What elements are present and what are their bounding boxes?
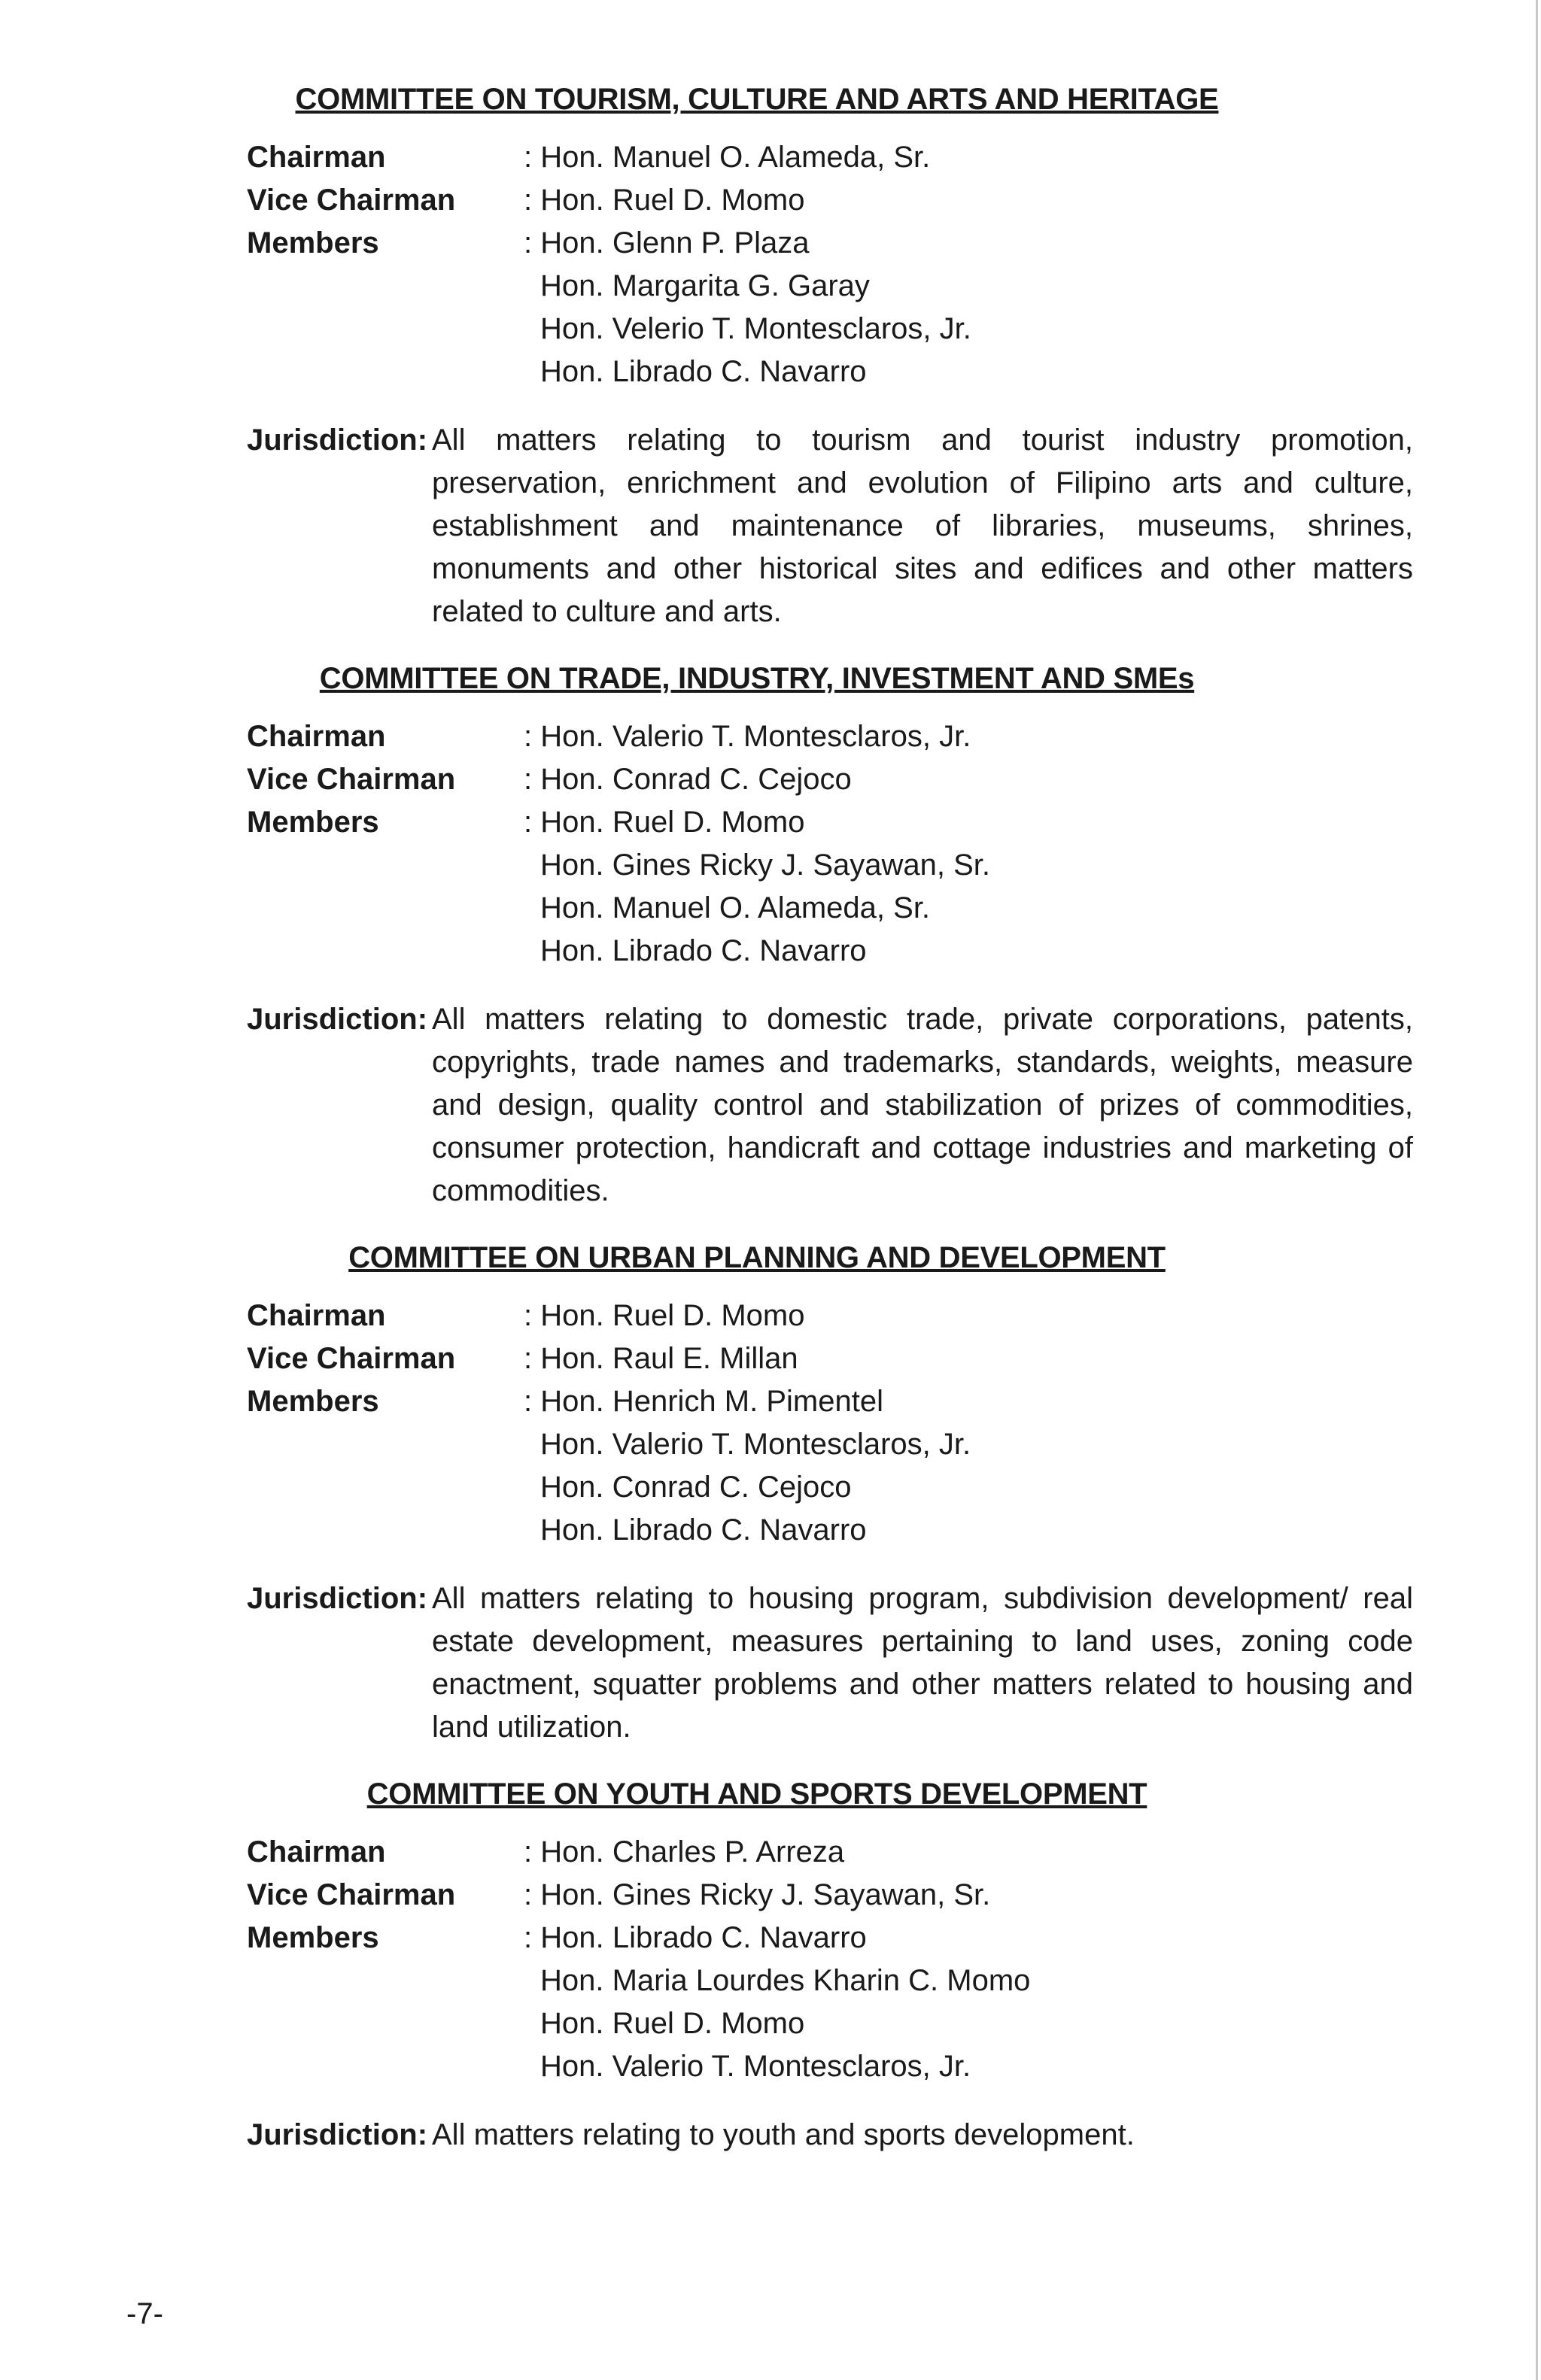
chairman-row bbox=[247, 1831, 1413, 1874]
member-name: Hon. Valerio T. Montesclaros, Jr. bbox=[540, 2050, 971, 2083]
member-name: Hon. Gines Ricky J. Sayawan, Sr. bbox=[540, 848, 991, 882]
jurisdiction-block bbox=[247, 1577, 1413, 1749]
jurisdiction-label: Jurisdiction: bbox=[247, 423, 428, 457]
member-name: : Hon. Ruel D. Momo bbox=[524, 806, 805, 839]
vice-chairman-name: : Hon. Conrad C. Cejoco bbox=[524, 763, 852, 796]
member-name: Hon. Librado C. Navarro bbox=[540, 355, 867, 388]
member-name: Hon. Manuel O. Alameda, Sr. bbox=[540, 891, 931, 924]
chairman-label: Chairman bbox=[247, 1835, 386, 1868]
jurisdiction-text: All matters relating to domestic trade, private corporations, patents, copyrights, trade names and trademarks, standards, weights, measure and design, quality control and stabilization of prizes of commodities, consumer protection, handicraft and cottage industries and marketing of commodities. bbox=[432, 1003, 1413, 1207]
chairman-name: : Hon. Ruel D. Momo bbox=[524, 1299, 805, 1332]
member-name: Hon. Librado C. Navarro bbox=[540, 934, 867, 967]
jurisdiction-label: Jurisdiction: bbox=[247, 1582, 428, 1615]
chairman-name: : Hon. Valerio T. Montesclaros, Jr. bbox=[524, 720, 971, 753]
member-name: Hon. Conrad C. Cejoco bbox=[540, 1471, 852, 1504]
member-name: : Hon. Glenn P. Plaza bbox=[524, 226, 810, 260]
member-name: Hon. Librado C. Navarro bbox=[540, 1513, 867, 1547]
vice-chairman-row bbox=[247, 1337, 1413, 1380]
chairman-label: Chairman bbox=[247, 720, 386, 753]
committee-title: COMMITTEE ON TOURISM, CULTURE AND ARTS AND HERITAGE bbox=[295, 83, 1219, 116]
committee-title: COMMITTEE ON YOUTH AND SPORTS DEVELOPMENT bbox=[366, 1777, 1147, 1811]
chairman-label: Chairman bbox=[247, 141, 386, 174]
vice-chairman-name: : Hon. Gines Ricky J. Sayawan, Sr. bbox=[524, 1878, 991, 1911]
member-name: Hon. Velerio T. Montesclaros, Jr. bbox=[540, 312, 971, 345]
chairman-row bbox=[247, 136, 1413, 179]
chairman-row bbox=[247, 715, 1413, 758]
vice-chairman-name: : Hon. Raul E. Millan bbox=[524, 1342, 798, 1375]
members-row bbox=[247, 1380, 1413, 1552]
chairman-label: Chairman bbox=[247, 1299, 386, 1332]
jurisdiction-text: All matters relating to tourism and tourist industry promotion, preservation, enrichment and evolution of Filipino arts and culture, establishment and maintenance of libraries, museums, shrines, monuments and other historical sites and edifices and other matters related to culture and arts. bbox=[432, 423, 1413, 628]
vice-chairman-label: Vice Chairman bbox=[247, 184, 456, 217]
vice-chairman-row bbox=[247, 179, 1413, 222]
members-label: Members bbox=[247, 806, 379, 839]
page-number: -7- bbox=[126, 2297, 163, 2330]
page-edge bbox=[1536, 0, 1538, 2380]
vice-chairman-label: Vice Chairman bbox=[247, 1342, 456, 1375]
members-label: Members bbox=[247, 226, 379, 260]
member-name: : Hon. Librado C. Navarro bbox=[524, 1921, 867, 1954]
vice-chairman-name: : Hon. Ruel D. Momo bbox=[524, 184, 805, 217]
jurisdiction-block bbox=[247, 2114, 1413, 2157]
chairman-row bbox=[247, 1295, 1413, 1337]
vice-chairman-label: Vice Chairman bbox=[247, 1878, 456, 1911]
vice-chairman-row bbox=[247, 758, 1413, 801]
members-label: Members bbox=[247, 1921, 379, 1954]
chairman-name: : Hon. Charles P. Arreza bbox=[524, 1835, 845, 1868]
member-name: Hon. Valerio T. Montesclaros, Jr. bbox=[540, 1428, 971, 1461]
committee-trade bbox=[247, 662, 1413, 1213]
committee-title: COMMITTEE ON TRADE, INDUSTRY, INVESTMENT AND SMEs bbox=[319, 662, 1195, 695]
committee-urban-planning bbox=[247, 1241, 1413, 1749]
members-row bbox=[247, 801, 1413, 973]
members-row bbox=[247, 1917, 1413, 2088]
members-label: Members bbox=[247, 1385, 379, 1418]
jurisdiction-block bbox=[247, 419, 1413, 633]
member-name: : Hon. Henrich M. Pimentel bbox=[524, 1385, 883, 1418]
jurisdiction-label: Jurisdiction: bbox=[247, 2118, 428, 2151]
committee-title: COMMITTEE ON URBAN PLANNING AND DEVELOPMENT bbox=[348, 1241, 1166, 1274]
committee-youth-sports bbox=[247, 1777, 1413, 2157]
jurisdiction-block bbox=[247, 998, 1413, 1213]
vice-chairman-label: Vice Chairman bbox=[247, 763, 456, 796]
committee-tourism bbox=[247, 83, 1413, 633]
members-row bbox=[247, 222, 1413, 393]
chairman-name: : Hon. Manuel O. Alameda, Sr. bbox=[524, 141, 931, 174]
jurisdiction-text: All matters relating to youth and sports development. bbox=[432, 2118, 1135, 2151]
member-name: Hon. Ruel D. Momo bbox=[540, 2007, 805, 2040]
jurisdiction-text: All matters relating to housing program, subdivision development/ real estate development, measures pertaining to land uses, zoning code enactment, squatter problems and other matters related to housing and land utilization. bbox=[432, 1582, 1413, 1744]
vice-chairman-row bbox=[247, 1874, 1413, 1917]
jurisdiction-label: Jurisdiction: bbox=[247, 1003, 428, 1036]
member-name: Hon. Maria Lourdes Kharin C. Momo bbox=[540, 1964, 1031, 1997]
member-name: Hon. Margarita G. Garay bbox=[540, 269, 870, 302]
committee-list bbox=[247, 83, 1413, 2157]
